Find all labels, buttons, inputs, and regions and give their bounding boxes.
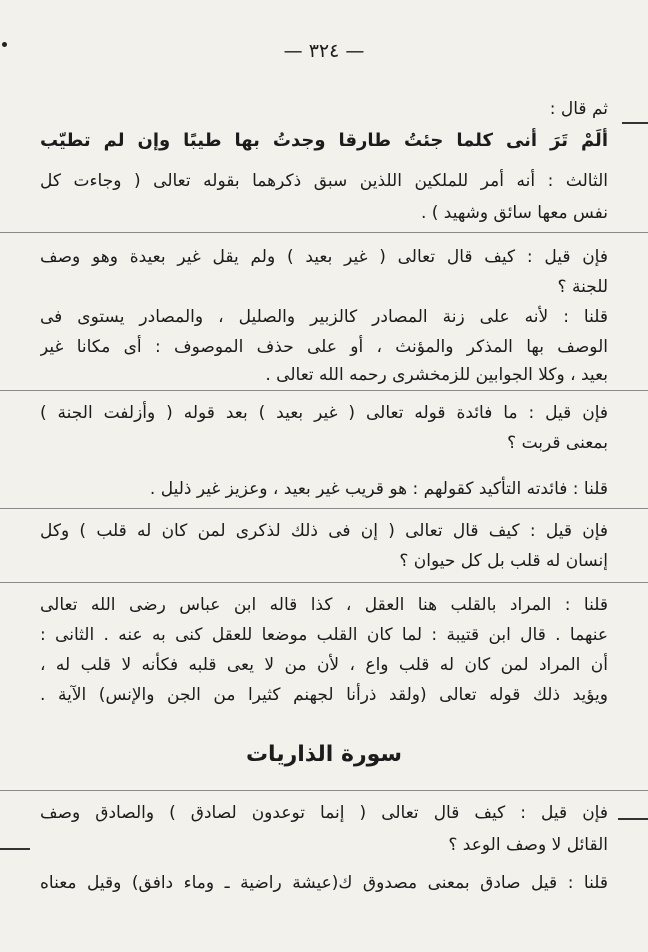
- text-line: إنسان له قلب بل كل حيوان ؟: [399, 551, 608, 571]
- text-line: أن المراد لمن كان له قلب واع ، لأن من لا يعى قلبه فكأنه لا قلب له ،: [40, 655, 608, 675]
- scan-line-separator: [0, 390, 648, 391]
- page-number: — ٣٢٤ —: [283, 40, 365, 62]
- scan-line-separator: [0, 508, 648, 509]
- scan-line-separator: [0, 232, 648, 233]
- text-line: فإن قيل : كيف قال تعالى ( إنما توعدون لصادق ) والصادق وصف: [40, 803, 608, 823]
- text-line: قلنا : قيل صادق بمعنى مصدوق ك(عيشة راضية ـ وماء دافق) وقيل معناه: [40, 873, 608, 893]
- scan-line-separator: [0, 582, 648, 583]
- text-line: عنهما . قال ابن قتيبة : لما كان القلب موضعا للعقل كنى به عنه . الثانى :: [40, 625, 608, 645]
- scan-mark: [618, 818, 648, 820]
- text-line: فإن قيل : كيف قال تعالى ( إن فى ذلك لذكرى لمن كان له قلب ) وكل: [40, 521, 608, 541]
- text-line: ويؤيد ذلك قوله تعالى (ولقد ذرأنا لجهنم كثيرا من الجن والإنس) الآية .: [40, 685, 608, 705]
- text-line: فإن قيل : كيف قال تعالى ( غير بعيد ) ولم يقل غير بعيدة وهو وصف: [40, 247, 608, 267]
- text-line: قلنا : لأنه على زنة المصادر كالزبير والصليل ، والمصادر يستوى فى: [40, 307, 608, 327]
- scan-mark: [622, 122, 648, 124]
- text-line: قلنا : المراد بالقلب هنا العقل ، كذا قاله ابن عباس رضى الله تعالى: [40, 595, 608, 615]
- text-line: للجنة ؟: [557, 277, 608, 297]
- scan-line-separator: [0, 790, 648, 791]
- scan-speck: [2, 42, 7, 47]
- text-line: الوصف بها المذكر والمؤنث ، أو على حذف الموصوف : أى مكانا غير: [40, 337, 608, 357]
- surah-heading: سورة الذاريات: [245, 742, 403, 767]
- text-line: نفس معها سائق وشهيد ) .: [420, 203, 608, 223]
- text-line: ثم قال :: [549, 99, 608, 119]
- text-line: بمعنى قربت ؟: [507, 433, 608, 453]
- text-line: الثالث : أنه أمر للملكين اللذين سبق ذكرهما بقوله تعالى ( وجاءت كل: [40, 171, 608, 191]
- text-line: القائل لا وصف الوعد ؟: [448, 835, 608, 855]
- text-line: فإن قيل : ما فائدة قوله تعالى ( غير بعيد ) بعد قوله ( وأزلفت الجنة ): [40, 403, 608, 423]
- text-line: بعيد ، وكلا الجوابين للزمخشرى رحمه الله تعالى .: [265, 365, 608, 385]
- poetry-verse: أَلَمْ تَرَ أَنى كلما جئتُ طارقا وجدتُ بها طيبًا وإن لم تطيّب: [40, 130, 608, 151]
- scan-mark: [0, 848, 30, 850]
- text-line: قلنا : فائدته التأكيد كقولهم : هو قريب غير بعيد ، وعزيز غير ذليل .: [149, 479, 608, 499]
